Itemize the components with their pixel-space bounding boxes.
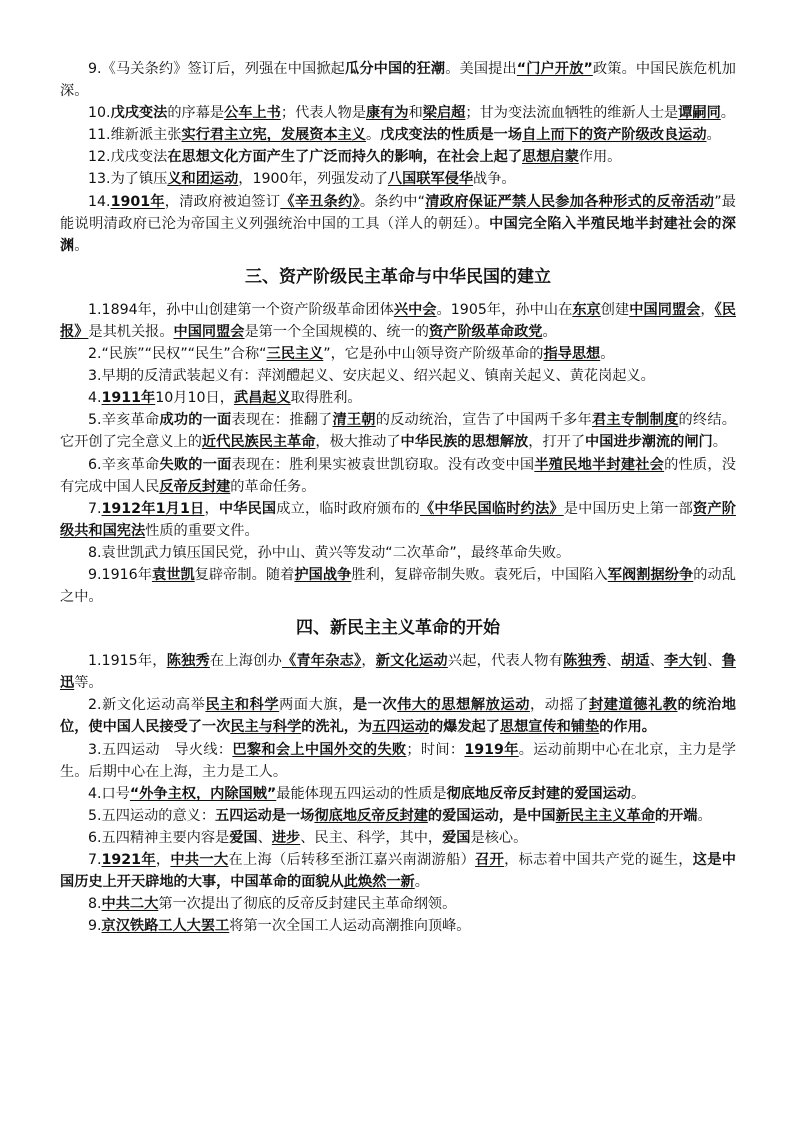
key-term: 东京 — [572, 301, 601, 318]
text-segment: 13.为了镇压 — [88, 171, 168, 188]
key-term: 三民主义 — [266, 346, 324, 363]
list-item — [60, 805, 736, 827]
text-segment: 4.口号 — [88, 785, 130, 802]
key-term: 1901年 — [110, 193, 165, 210]
key-term: 自上而下的资产阶级改良运动 — [522, 127, 707, 144]
key-term: 失败的一面 — [159, 456, 232, 473]
text-segment: 。 — [414, 874, 429, 891]
text-segment: 性质的重要文件。 — [145, 522, 259, 539]
list-item — [60, 915, 736, 937]
key-term: 爱国 — [442, 829, 471, 846]
key-term: 1911年 — [101, 390, 156, 407]
text-segment: 是核心。 — [470, 829, 528, 846]
text-segment: ，打开了 — [528, 434, 586, 451]
list-item — [60, 102, 736, 124]
text-segment: 9.《马关条约》签订后，列强在中国掀起 — [88, 61, 346, 77]
text-segment: 第一次提出了彻底的反帝反封建民主革命纲领。 — [158, 896, 457, 913]
text-segment: 在上海（后转移至浙江嘉兴南湖游船） — [228, 852, 476, 868]
key-term: 义和团运动 — [167, 171, 239, 188]
text-segment: 是中国历史上第一部 — [563, 500, 694, 517]
list-item — [60, 299, 736, 343]
text-segment: 。 — [706, 127, 721, 144]
text-segment: ；时间： — [406, 741, 465, 758]
text-segment: 。 — [697, 807, 712, 824]
text-segment: 3.五四运动 导火线： — [88, 741, 233, 758]
key-term: 1919年 — [464, 741, 519, 758]
text-segment: 5.辛亥革命 — [88, 412, 160, 429]
text-segment: 是第一个全国规模的、统一的 — [244, 323, 429, 340]
list-item — [60, 124, 736, 146]
key-term: 公车上书 — [224, 105, 281, 122]
key-term: “外争主权，内除国贼” — [129, 785, 277, 802]
key-term: 戊戌变法 — [110, 105, 168, 122]
text-segment: 6.五四精神主要内容是 — [88, 829, 230, 846]
list-item — [60, 409, 736, 453]
list-item — [60, 694, 736, 738]
text-segment: 的动乱之中。 — [60, 566, 736, 606]
key-term: 的爆发起了 — [428, 719, 500, 736]
key-term: 资产阶级革命政党 — [428, 323, 543, 340]
list-item — [60, 893, 736, 915]
list-item — [60, 542, 736, 564]
text-segment: ；甘为变法流血牺牲的维新人士是 — [465, 105, 679, 122]
key-term: 在思想文化方面产生了广泛而持久的影响，在社会上起了 — [167, 149, 523, 166]
text-segment: 、 — [707, 653, 722, 670]
text-segment: 2.“民族”“民权”“民生”合称“ — [88, 346, 267, 363]
key-term: 鲁迅 — [60, 653, 736, 692]
list-item — [60, 387, 736, 409]
text-segment: 5.五四运动的意义： — [88, 807, 216, 824]
text-segment: 。1905年，孙中山在 — [436, 301, 573, 318]
key-term: 资产阶级共和国宪法 — [60, 500, 736, 539]
list-item — [60, 849, 736, 893]
key-term: 梁启超 — [422, 105, 466, 122]
key-term: 中国同盟会 — [629, 301, 701, 318]
key-term: 彻底地反帝反封建的爱国运动 — [446, 785, 631, 802]
key-term: 兴中会 — [393, 301, 437, 318]
text-segment: 8.袁世凯武力镇压国民党，孙中山、黄兴等发动“二次革命”，最终革命失败。 — [88, 544, 571, 561]
key-term: 进步 — [271, 829, 301, 846]
text-segment: 2.新文化运动高举 — [88, 697, 206, 714]
text-segment: 。 — [720, 105, 735, 122]
key-term: 反帝反封建 — [159, 478, 231, 495]
key-term: 清王朝 — [332, 412, 376, 429]
section-heading: 四、新民主主义革命的开始 — [296, 618, 500, 639]
list-item — [60, 146, 736, 168]
text-segment: ， — [155, 852, 171, 868]
key-term: 的洗礼，为 — [301, 719, 373, 736]
text-segment: 。 — [74, 237, 89, 254]
key-term: 护国战争 — [294, 566, 352, 583]
key-term: 君主专制制度 — [591, 412, 679, 429]
key-term: 封建道德礼教 — [588, 697, 678, 714]
text-segment: 、 — [649, 653, 665, 670]
text-segment: ，极大推动了 — [315, 434, 401, 451]
key-term: 1912年1月1日 — [101, 500, 205, 517]
text-segment: 最能体现五四运动的性质是 — [276, 785, 447, 802]
key-term: 中共一大 — [170, 852, 229, 868]
text-segment: 1.1894年，孙中山创建第一个资产阶级革命团体 — [88, 301, 394, 318]
text-segment: 7. — [88, 500, 102, 517]
text-segment: 11.维新派主张 — [88, 127, 182, 144]
key-term: 中华民族的思想解放 — [400, 434, 529, 451]
key-term: 新民主主义革命 — [555, 807, 655, 824]
text-segment: 的序幕是 — [167, 105, 225, 122]
text-segment: 14. — [88, 193, 111, 210]
key-term: 军阀割据纷争 — [607, 566, 694, 583]
key-term: 民主和科学 — [205, 697, 280, 714]
key-term: 清政府保证严禁人民参加各种形式的反帝活动 — [425, 193, 715, 210]
text-segment: 在上海创办 — [209, 653, 282, 670]
list-item — [60, 827, 736, 849]
key-term: 半殖民地半封建社会 — [534, 456, 665, 473]
text-segment: 。 — [365, 127, 381, 144]
text-segment: 等。 — [74, 675, 103, 692]
text-segment: 政策。中国民族危机加深。 — [60, 61, 736, 100]
key-term: 瓜分中国的狂潮 — [345, 61, 446, 77]
key-term: 思想启蒙 — [522, 149, 579, 166]
list-item — [60, 343, 736, 365]
text-segment: ， — [204, 500, 219, 517]
text-segment: 复辟帝制。随着 — [194, 566, 295, 583]
text-segment: 和 — [408, 105, 423, 122]
key-term: 伟大的思想解放运动 — [397, 697, 530, 714]
text-segment: 8. — [88, 896, 102, 913]
text-segment: ， — [361, 653, 376, 670]
key-term: 康有为 — [366, 105, 409, 122]
text-segment: 将第一次全国工人运动高潮推向顶峰。 — [229, 918, 471, 935]
key-term: 中共二大 — [101, 896, 159, 913]
text-segment: 4. — [88, 390, 102, 407]
text-segment: 1.1915年， — [88, 653, 167, 670]
section-heading: 三、资产阶级民主革命与中华民国的建立 — [245, 266, 551, 287]
key-term: 戊戌变法的性质是一场 — [380, 127, 523, 144]
key-term: 八国联军侵华 — [387, 171, 474, 188]
key-term: 思想宣传和铺垫 — [499, 719, 600, 736]
key-term: 1921年 — [101, 852, 156, 868]
key-term: 《辛丑条约》 — [280, 193, 360, 210]
list-item — [60, 498, 736, 542]
text-segment: 7. — [88, 852, 102, 868]
list-item — [60, 783, 736, 805]
key-term: 陈独秀 — [166, 653, 210, 670]
text-segment: 成立，临时政府颁布的 — [276, 500, 420, 517]
key-term: 是一次 — [352, 697, 398, 714]
text-segment: 是其机关报。 — [88, 323, 174, 340]
list-item — [60, 454, 736, 498]
key-term: 京汉铁路工人大罢工 — [101, 918, 230, 935]
text-segment: 胜利，复辟帝制失败。袁死后，中国陷入 — [351, 566, 608, 583]
text-segment: 。 — [600, 346, 615, 363]
text-segment: 表现在：推翻了 — [231, 412, 333, 429]
text-segment: 、 — [257, 829, 272, 846]
key-term: 五四运动是一场 — [215, 807, 315, 824]
text-segment: ，清政府被迫签订 — [164, 193, 281, 210]
key-term: 胡适 — [620, 653, 650, 670]
text-segment: 10月10日， — [155, 390, 234, 407]
text-segment: 的终结。它开创了完全意义上的 — [60, 412, 736, 451]
key-term: 成功的一面 — [159, 412, 232, 429]
text-segment: 3.早期的反清武装起义有：萍浏醴起义、安庆起义、绍兴起义、镇南关起义、黄花岗起义。 — [88, 368, 655, 385]
key-term: 陈独秀 — [563, 653, 607, 670]
key-term: 的作用。 — [599, 719, 656, 736]
key-term: 指导思想 — [543, 346, 601, 363]
key-term: 近代民族民主革命 — [201, 434, 316, 451]
text-segment: 。 — [712, 434, 727, 451]
key-term: 武昌起义 — [233, 390, 291, 407]
list-item — [60, 739, 736, 783]
text-segment: ，标志着中国共产党的诞生， — [504, 852, 693, 868]
text-segment: 。 — [542, 323, 557, 340]
key-term: 的开端 — [654, 807, 698, 824]
text-segment: 的革命任务。 — [230, 478, 316, 495]
key-term: 中国进步潮流的闸门 — [585, 434, 713, 451]
text-segment: 9.1916年 — [88, 566, 152, 583]
list-item — [60, 58, 736, 102]
list-item — [60, 168, 736, 190]
list-item — [60, 564, 736, 608]
key-term: 的统治地位，使中国人民接受了一次 — [60, 697, 736, 736]
text-segment: 。条约中“ — [359, 193, 426, 210]
key-term: 五四运动 — [372, 719, 429, 736]
key-term: 谭嗣同 — [678, 105, 721, 122]
text-segment: 12.戊戌变法 — [88, 149, 168, 166]
key-term: “门户开放” — [516, 61, 593, 77]
key-term: 民主与科学 — [230, 719, 302, 736]
key-term: 《青年杂志》 — [281, 653, 362, 670]
text-segment: 取得胜利。 — [290, 390, 362, 407]
text-segment: 战争。 — [473, 171, 516, 188]
key-term: 巴黎和会上中国外交的失败 — [232, 741, 407, 758]
list-item — [60, 365, 736, 387]
key-term: 召开 — [475, 852, 505, 868]
key-term: 中国同盟会 — [173, 323, 245, 340]
key-term: 的爱国运动，是中国 — [427, 807, 556, 824]
text-segment: 。美国提出 — [445, 61, 517, 77]
text-segment: ”最能说明清政府已沦为帝国主义列强统治中国的工具（洋人的朝廷）。 — [60, 193, 736, 232]
text-segment: 的性质，没有完成中国人民 — [60, 456, 736, 495]
list-item — [60, 191, 736, 257]
text-segment: 的反动统治，宣告了中国两千多年 — [375, 412, 592, 429]
text-segment: ”，它是孙中山领导资产阶级革命的 — [323, 346, 544, 363]
text-segment: 、 — [606, 653, 621, 670]
key-term: 这是中国历史上开天辟地的大事，中国革命的面貌从 — [60, 852, 736, 891]
text-segment: 兴起，代表人物有 — [447, 653, 564, 670]
text-segment: ，动摇了 — [529, 697, 589, 714]
key-term: 此焕然一新 — [343, 874, 415, 891]
key-term: 中国完全陷入半殖民地半封建社会的深渊 — [60, 215, 736, 254]
key-term: 新文化运动 — [375, 653, 448, 670]
key-term: 《中华民国临时约法》 — [420, 500, 564, 517]
list-item — [60, 650, 736, 694]
key-term: 爱国 — [229, 829, 258, 846]
text-segment: 、民主、科学，其中， — [300, 829, 443, 846]
key-term: 李大钊 — [664, 653, 708, 670]
text-segment: 创建 — [600, 301, 630, 318]
key-term: 中华民国 — [218, 500, 277, 517]
text-segment: 两面大旗， — [279, 697, 353, 714]
document-page — [60, 58, 736, 937]
text-segment: 表现在：胜利果实被袁世凯窃取。没有改变中国 — [231, 456, 535, 473]
text-segment: 作用。 — [578, 149, 622, 166]
text-segment: 10. — [88, 105, 111, 122]
key-term: 实行君主立宪，发展资本主义 — [181, 127, 366, 144]
text-segment: ；代表人物是 — [280, 105, 367, 122]
key-term: 彻底地反帝反封建 — [314, 807, 428, 824]
text-segment: 6.辛亥革命 — [88, 456, 160, 473]
text-segment: 。 — [630, 785, 646, 802]
key-term: 袁世凯 — [151, 566, 195, 583]
key-term: 《民报》 — [60, 301, 736, 340]
text-segment: 9. — [88, 918, 102, 935]
text-segment: 。运动前期中心在北京，主力是学生。后期中心在上海，主力是工人。 — [60, 741, 736, 780]
text-segment: ，1900年，列强发动了 — [238, 171, 388, 188]
text-segment: ， — [700, 301, 715, 318]
